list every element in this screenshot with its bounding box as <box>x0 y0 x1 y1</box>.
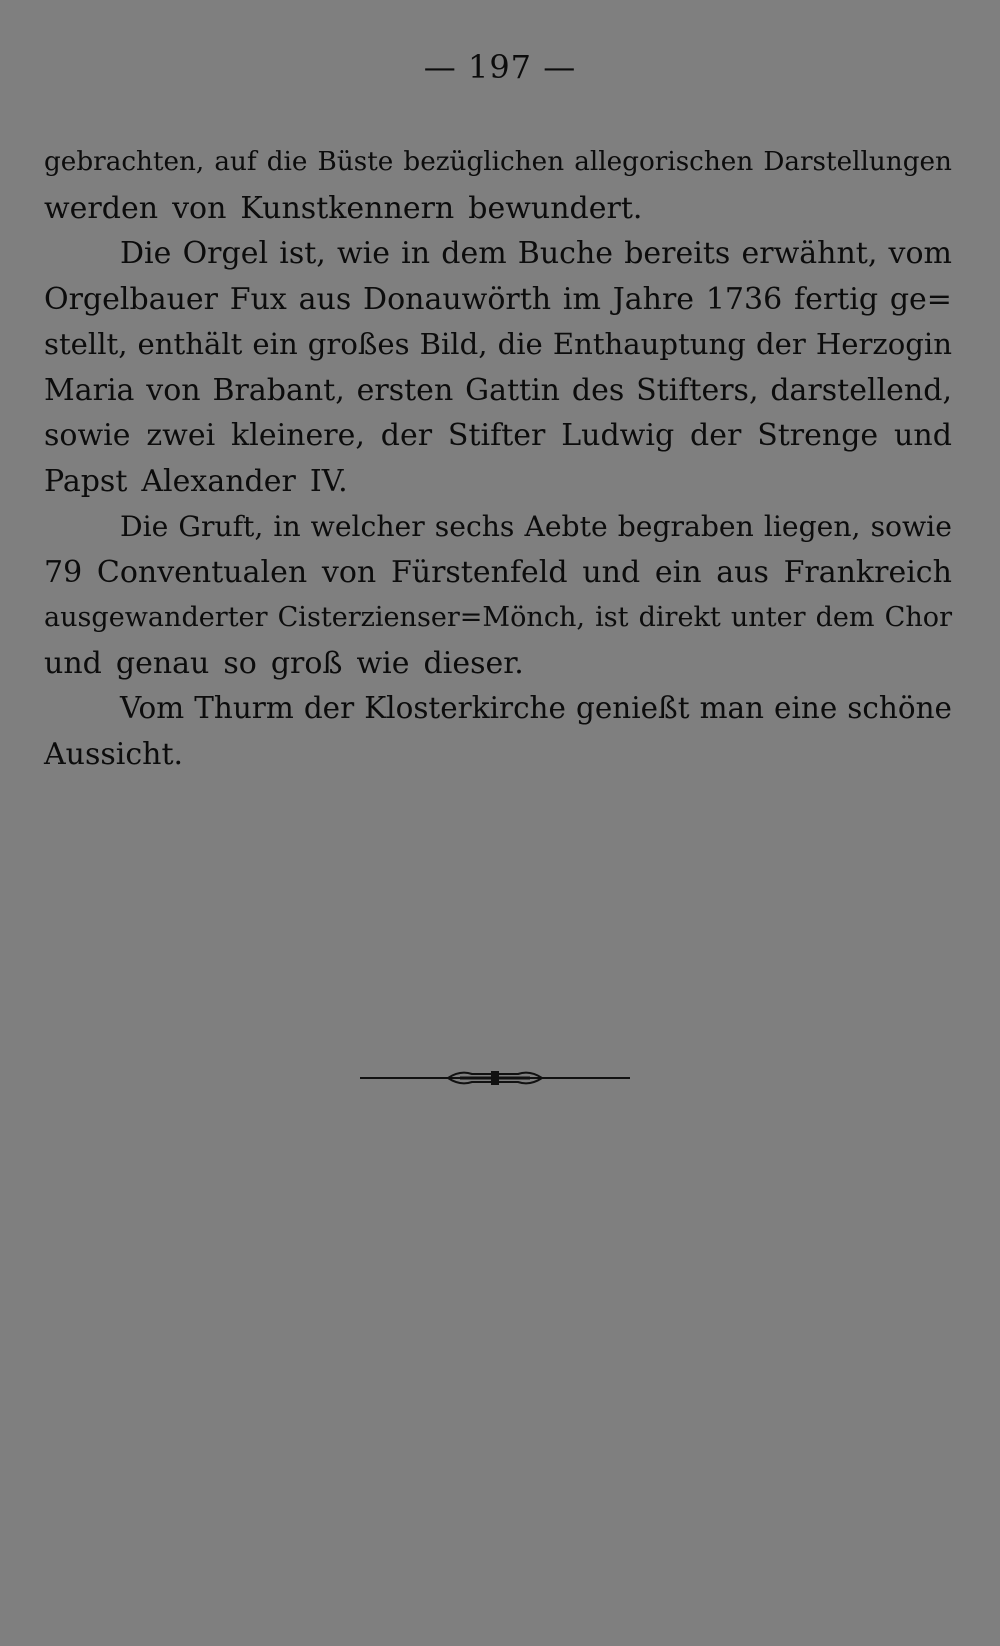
text-line: Vom Thurm der Klosterkirche genießt man eine schöne <box>120 691 952 725</box>
text-line: ausgewanderter Cisterzienser=Mönch, ist direkt unter dem Chor <box>44 602 952 633</box>
text-line: Die Orgel ist, wie in dem Buche bereits erwähnt, vom <box>120 236 952 271</box>
text-line: Aussicht. <box>44 736 184 772</box>
ornamental-rule-icon <box>360 1066 630 1090</box>
text-line: und genau so groß wie dieser. <box>44 645 524 681</box>
text-line: 79 Conventualen von Fürstenfeld und ein aus Frankreich <box>44 554 952 590</box>
paragraph-p4 <box>44 686 952 777</box>
text-line: Maria von Brabant, ersten Gattin des Stifters, darstellend, <box>44 372 952 408</box>
text-line: Orgelbauer Fux aus Donauwörth im Jahre 1736 fertig ge= <box>44 281 952 317</box>
text-line: Papst Alexander IV. <box>44 463 348 499</box>
body-text <box>44 140 952 777</box>
page-number: — 197 — <box>423 48 577 86</box>
paragraph-p2 <box>44 231 952 504</box>
text-line: gebrachten, auf die Büste bezüglichen allegorischen Darstellungen <box>44 147 952 177</box>
text-line: werden von Kunstkennern bewundert. <box>44 190 643 226</box>
text-line: Die Gruft, in welcher sechs Aebte begraben liegen, sowie <box>120 510 952 543</box>
text-line: stellt, enthält ein großes Bild, die Enthauptung der Herzogin <box>44 327 952 361</box>
paragraph-p3 <box>44 504 952 686</box>
text-line: sowie zwei kleinere, der Stifter Ludwig der Strenge und <box>44 418 952 453</box>
paragraph-p1 <box>44 140 952 231</box>
